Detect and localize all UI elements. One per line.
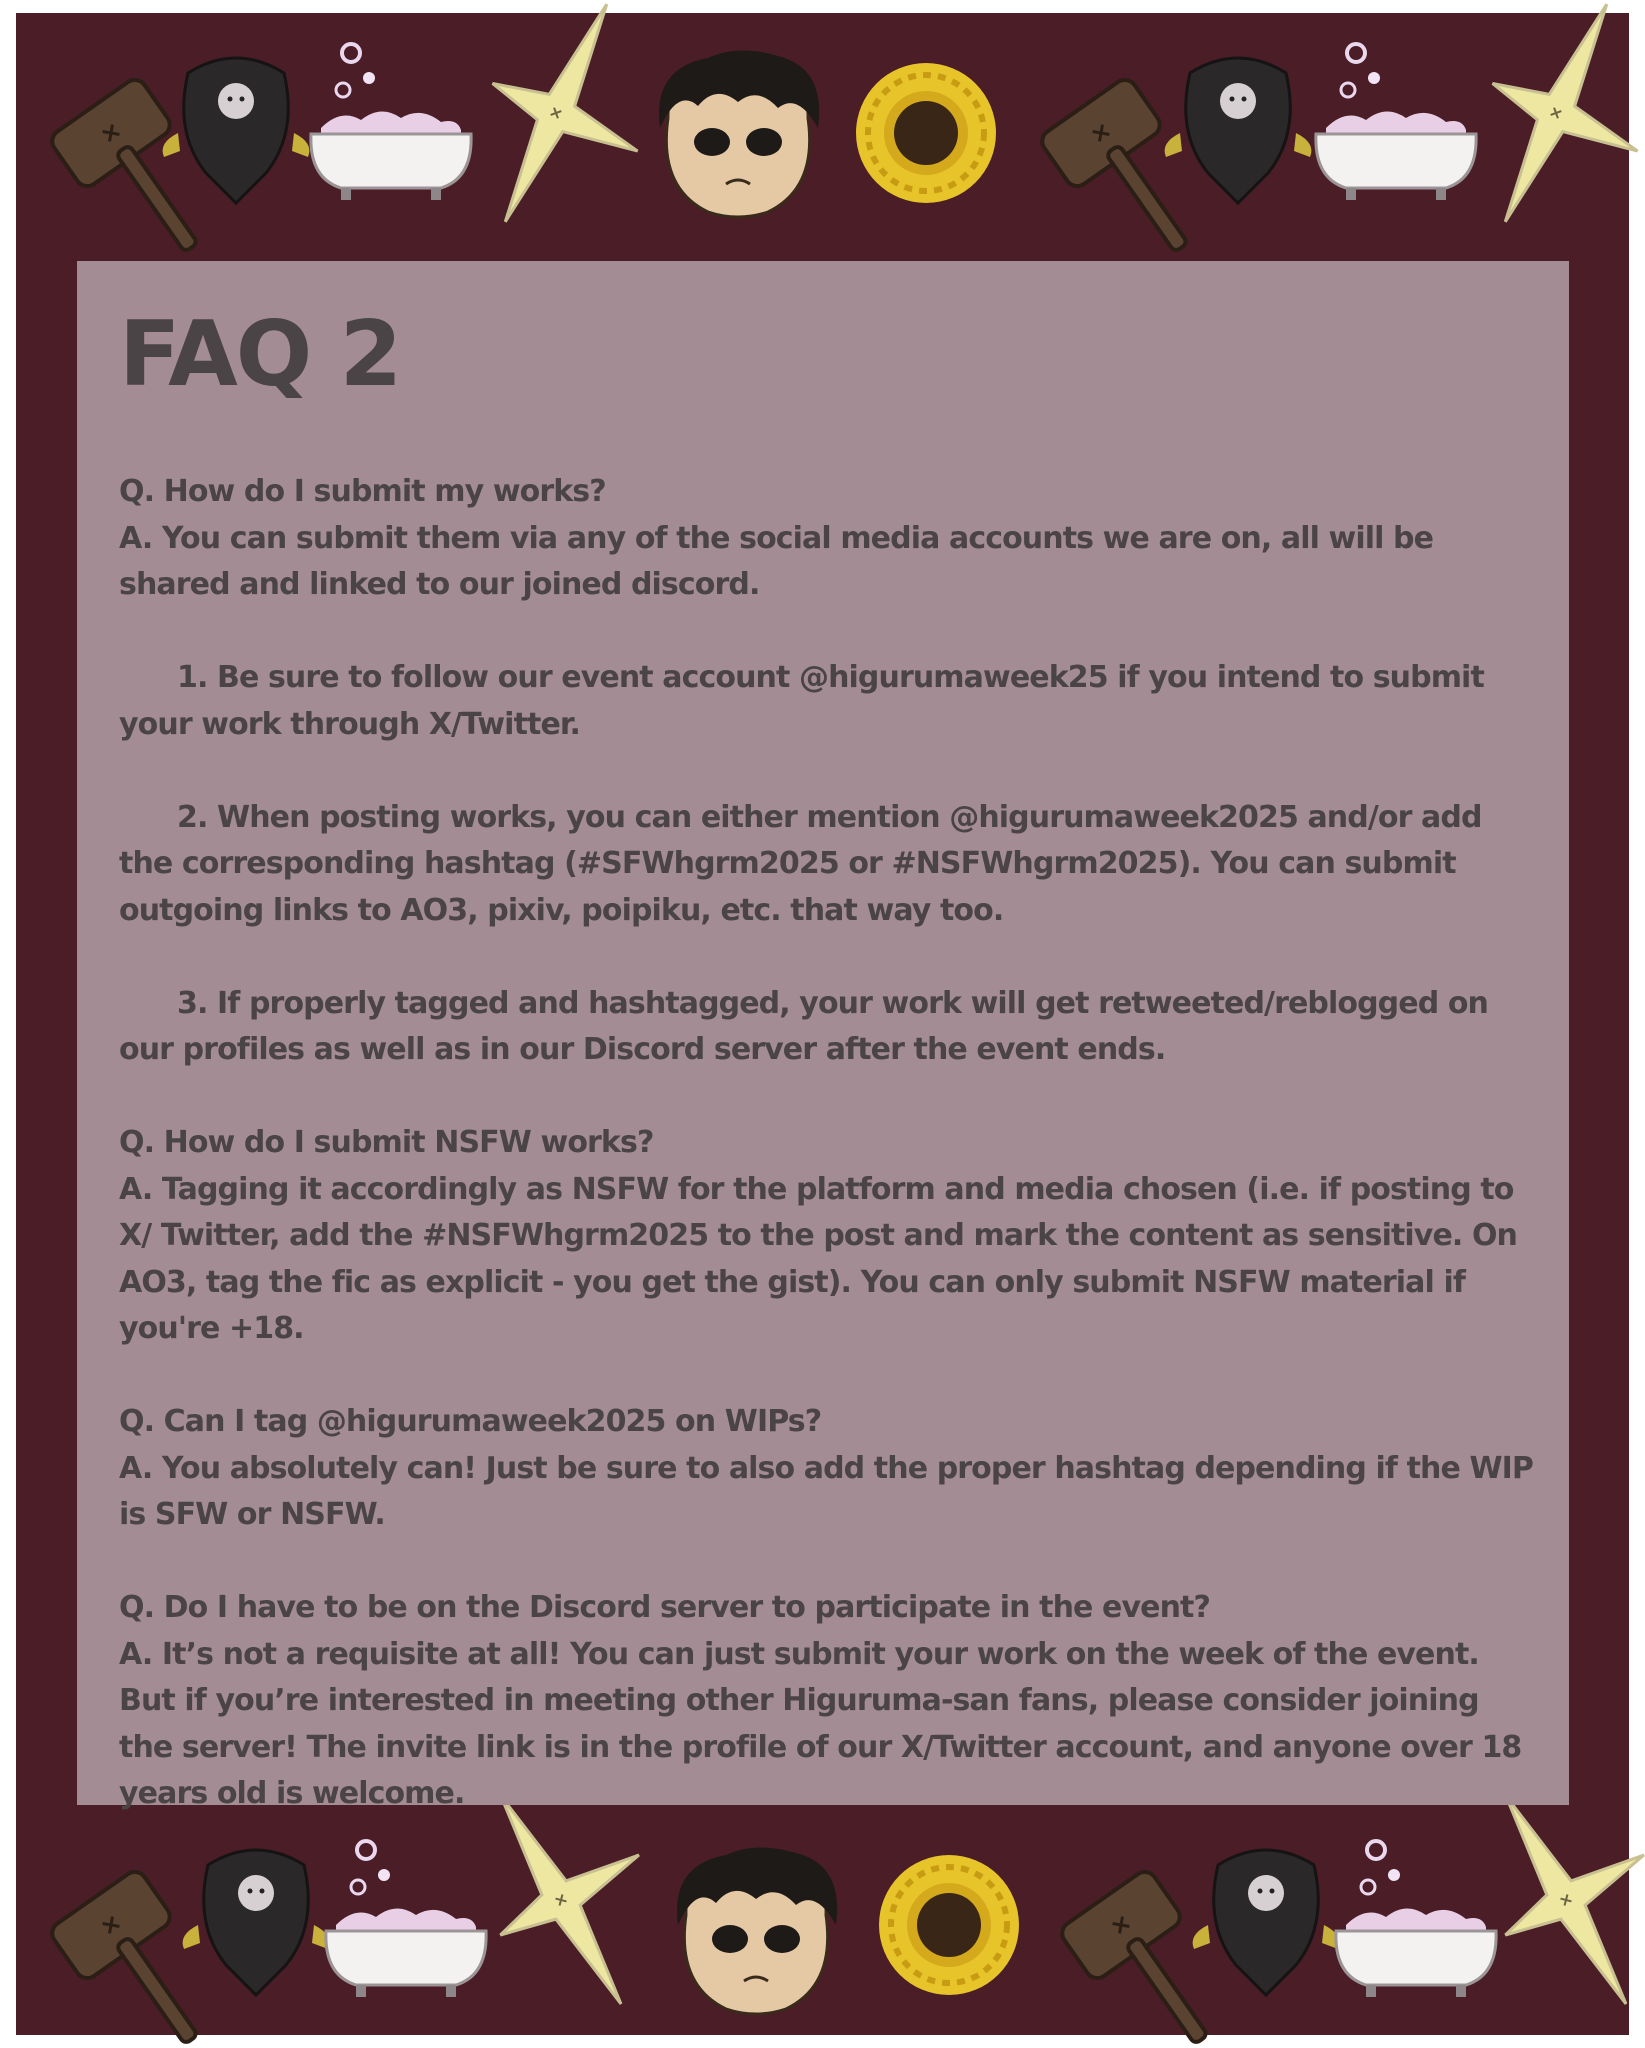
faq-step-3: 3. If properly tagged and hashtagged, your work will get retweeted/reblogged on our profiles as well as in our Discord server after the event ends. <box>119 985 1488 1067</box>
faq-question-submit: Q. How do I submit my works? <box>119 474 606 509</box>
hooded-figure-icon <box>1193 1850 1340 1995</box>
sunflower-icon <box>856 63 996 203</box>
faq-content <box>119 469 1539 1818</box>
bathtub-icon <box>326 1841 486 1997</box>
faq-step-2: 2. When posting works, you can either mention @higurumaweek2025 and/or add the corresponding hashtag (#SFWhgrm2025 or #NSFWhgrm2025). You can submit outgoing links to AO3, pixiv, poipiku, etc. that way too. <box>119 799 1482 928</box>
gavel-icon <box>48 1867 198 2044</box>
decorative-frame <box>16 13 1629 2035</box>
top-icon-border <box>16 13 1629 273</box>
faq-answer-discord: A. It’s not a requisite at all! You can just submit your work on the week of the event. But if you’re interested in meeting other Higuruma-san fans, please consider joining the server! The invite link is in the profile of our X/Twitter account, and anyone over 18 years old is welcome. <box>119 1636 1522 1811</box>
faq-panel <box>77 261 1569 1811</box>
gavel-icon <box>1038 75 1188 252</box>
sparkle-icon <box>442 0 688 260</box>
hooded-figure-icon <box>163 58 310 203</box>
faq-answer-submit: A. You can submit them via any of the social media accounts we are on, all will be shared and linked to our joined discord. <box>119 520 1434 602</box>
bathtub-icon <box>311 44 471 200</box>
hooded-figure-icon <box>183 1850 330 1995</box>
faq-question-wips: Q. Can I tag @higurumaweek2025 on WIPs? <box>119 1404 822 1439</box>
faq-answer-wips: A. You absolutely can! Just be sure to also add the proper hashtag depending if the WIP is SFW or NSFW. <box>119 1450 1533 1532</box>
bathtub-icon <box>1316 44 1476 200</box>
faq-step-1: 1. Be sure to follow our event account @higurumaweek25 if you intend to submit your work through X/Twitter. <box>119 660 1484 742</box>
face-icon <box>677 1847 837 2014</box>
gavel-icon <box>48 75 198 252</box>
sparkle-icon <box>1442 0 1645 260</box>
sunflower-icon <box>879 1855 1019 1995</box>
hooded-figure-icon <box>1165 58 1312 203</box>
faq-question-nsfw: Q. How do I submit NSFW works? <box>119 1125 654 1160</box>
faq-answer-nsfw: A. Tagging it accordingly as NSFW for the platform and media chosen (i.e. if posting to X/ Twitter, add the #NSFWhgrm2025 to the post and mark the content as sensitive. On AO3, tag the fic as explicit - you get the gist). You can only submit NSFW material if you're +18. <box>119 1171 1518 1346</box>
gavel-icon <box>1058 1867 1208 2044</box>
faq-question-discord: Q. Do I have to be on the Discord server to participate in the event? <box>119 1590 1210 1625</box>
face-icon <box>659 50 819 217</box>
page-title: FAQ 2 <box>119 302 401 407</box>
bathtub-icon <box>1336 1841 1496 1997</box>
